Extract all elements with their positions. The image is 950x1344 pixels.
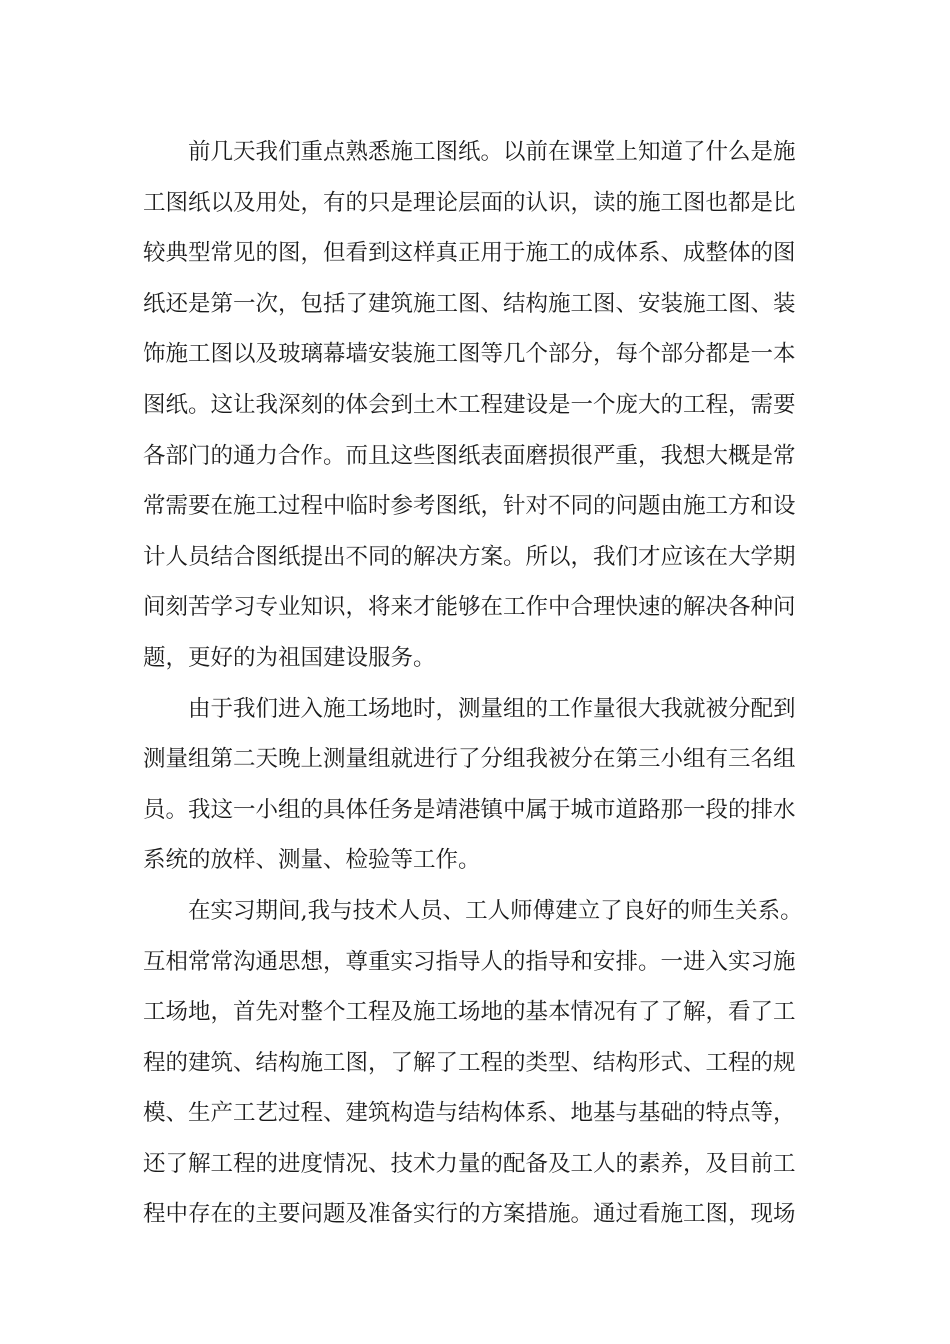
text-line: 前几天我们重点熟悉施工图纸。以前在课堂上知道了什么是施 <box>188 139 796 165</box>
text-line: 系统的放样、测量、检验等工作。 <box>143 847 481 874</box>
text-line: 题，更好的为祖国建设服务。 <box>143 644 436 671</box>
text-line: 员。我这一小组的具体任务是靖港镇中属于城市道路那一段的排水 <box>143 796 796 823</box>
text-line: 间刻苦学习专业知识，将来才能够在工作中合理快速的解决各种问 <box>143 594 796 621</box>
text-line: 图纸。这让我深刻的体会到土木工程建设是一个庞大的工程，需要 <box>143 391 796 418</box>
text-line: 工场地，首先对整个工程及施工场地的基本情况有了了解，看了工 <box>143 999 796 1026</box>
text-line: 饰施工图以及玻璃幕墙安装施工图等几个部分，每个部分都是一本 <box>143 341 796 368</box>
text-line: 测量组第二天晚上测量组就进行了分组我被分在第三小组有三名组 <box>143 746 796 773</box>
text-line: 纸还是第一次，包括了建筑施工图、结构施工图、安装施工图、装 <box>143 290 796 317</box>
text-line: 在实习期间,我与技术人员、工人师傅建立了良好的师生关系。 <box>188 897 803 924</box>
text-line: 程的建筑、结构施工图，了解了工程的类型、结构形式、工程的规 <box>143 1049 796 1076</box>
text-line: 常需要在施工过程中临时参考图纸，针对不同的问题由施工方和设 <box>143 493 796 520</box>
text-line: 各部门的通力合作。而且这些图纸表面磨损很严重，我想大概是常 <box>143 442 796 469</box>
text-line: 模、生产工艺过程、建筑构造与结构体系、地基与基础的特点等， <box>143 1100 796 1127</box>
paragraph-1 <box>143 127 808 684</box>
text-line: 由于我们进入施工场地时，测量组的工作量很大我就被分配到 <box>188 695 796 722</box>
text-line: 工图纸以及用处，有的只是理论层面的认识，读的施工图也都是比 <box>143 189 796 216</box>
paragraph-2 <box>143 684 808 886</box>
text-line: 较典型常见的图，但看到这样真正用于施工的成体系、成整体的图 <box>143 240 796 267</box>
text-line: 还了解工程的进度情况、技术力量的配备及工人的素养，及目前工 <box>143 1150 796 1177</box>
paragraph-3 <box>143 886 808 1240</box>
text-line: 互相常常沟通思想，尊重实习指导人的指导和安排。一进入实习施 <box>143 948 796 975</box>
text-line: 计人员结合图纸提出不同的解决方案。所以，我们才应该在大学期 <box>143 543 796 570</box>
text-line: 程中存在的主要问题及准备实行的方案措施。通过看施工图，现场 <box>143 1201 796 1228</box>
document-body <box>143 127 808 1240</box>
